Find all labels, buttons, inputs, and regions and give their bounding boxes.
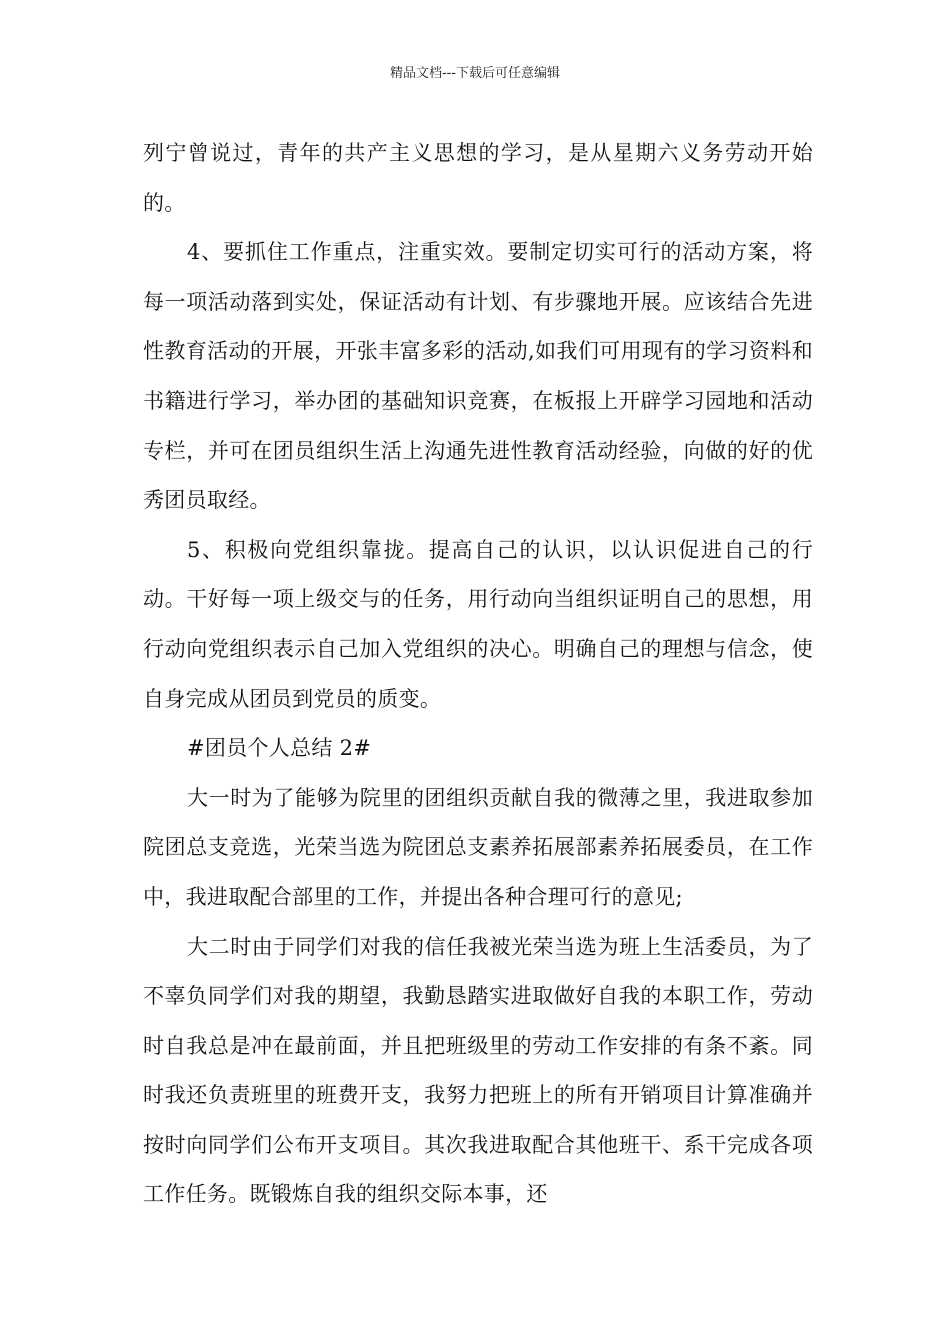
paragraph-3: 5、积极向党组织靠拢。提高自己的认识，以认识促进自己的行动。干好每一项上级交与的任务，用行动向当组织证明自己的思想，用行动向党组织表示自己加入党组织的决心。明确自己的理想与信念，使自身完成从团员到党员的质变。 <box>143 537 813 711</box>
paragraph-1: 列宁曾说过，青年的共产主义思想的学习，是从星期六义务劳动开始的。 <box>143 141 813 215</box>
document-body <box>143 129 813 1220</box>
paragraph-2: 4、要抓住工作重点，注重实效。要制定切实可行的活动方案，将每一项活动落到实处，保证活动有计划、有步骤地开展。应该结合先进性教育活动的开展，开张丰富多彩的活动,如我们可用现有的学习资料和书籍进行学习，举办团的基础知识竞赛，在板报上开辟学习园地和活动专栏，并可在团员组织生活上沟通先进性教育活动经验，向做的好的优秀团员取经。 <box>143 240 813 513</box>
paragraph-4: 大一时为了能够为院里的团组织贡献自我的微薄之里，我进取参加院团总支竞选，光荣当选为院团总支素养拓展部素养拓展委员，在工作中，我进取配合部里的工作，并提出各种合理可行的意见; <box>143 785 813 909</box>
page-header: 精品文档---下载后可任意编辑 <box>389 66 561 81</box>
section-heading: #团员个人总结 2# <box>187 736 372 761</box>
paragraph-5: 大二时由于同学们对我的信任我被光荣当选为班上生活委员，为了不辜负同学们对我的期望，我勤恳踏实进取做好自我的本职工作，劳动时自我总是冲在最前面，并且把班级里的劳动工作安排的有条不紊。同时我还负责班里的班费开支，我努力把班上的所有开销项目计算准确并按时向同学们公布开支项目。其次我进取配合其他班干、系干完成各项工作任务。既锻炼自我的组织交际本事，还 <box>143 934 813 1207</box>
